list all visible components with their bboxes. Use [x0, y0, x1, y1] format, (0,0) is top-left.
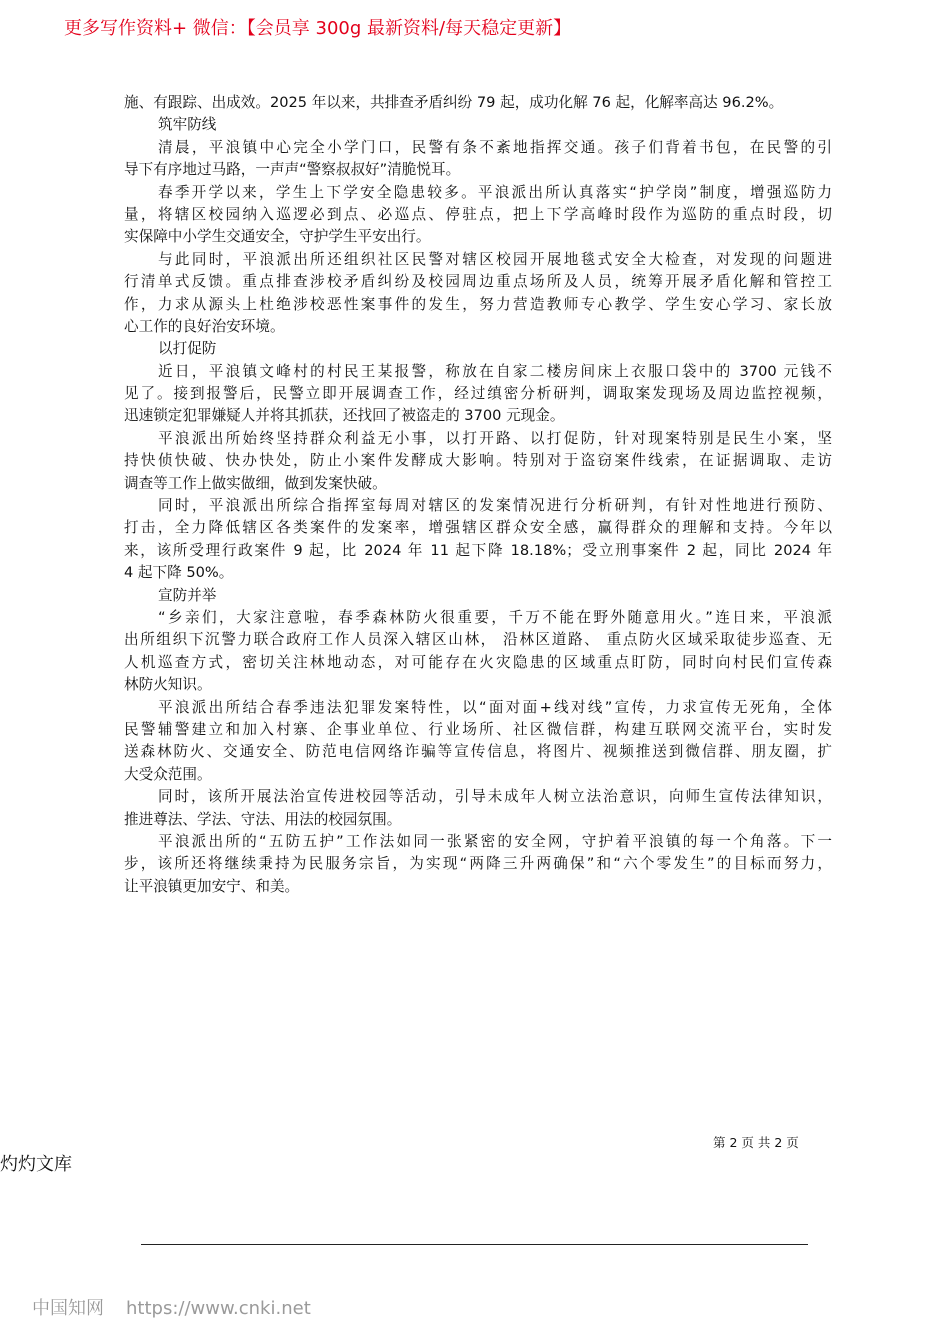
paragraph-line: “乡亲们，大家注意啦，春季森林防火很重要，千万不能在野外随意用火。”连日来，平浪派 [158, 608, 832, 626]
paragraph [124, 495, 832, 585]
paragraph-line: 施、有跟踪、出成效。2025 年以来，共排查矛盾纠纷 79 起，成功化解 76 起，化解率高达 96.2%。 [124, 94, 784, 111]
paragraph [124, 338, 832, 360]
paragraph-line: 春季开学以来，学生上下学安全隐患较多。平浪派出所认真落实“护学岗”制度，增强巡防力 [158, 183, 832, 201]
paragraph-line: 步，该所还将继续秉持为民服务宗旨，为实现“两降三升两确保”和“六个零发生”的目标而努力， [124, 855, 832, 873]
paragraph-line: 量，将辖区校园纳入巡逻必到点、必巡点、停驻点，把上下学高峰时段作为巡防的重点时段，切 [124, 205, 832, 223]
brand-label: 灼灼文库 [0, 1154, 72, 1175]
paragraph [124, 428, 832, 495]
paragraph-line: 持快侦快破、快办快处，防止小案件发酵成大影响。特别对于盗窃案件线索，在证据调取、走访 [124, 452, 832, 470]
paragraph-line: 宣防并举 [158, 586, 217, 604]
paragraph-line: 同时，平浪派出所综合指挥室每周对辖区的发案情况进行分析研判，有针对性地进行预防、 [158, 497, 832, 515]
paragraph-line: 作，力求从源头上杜绝涉校恶性案事件的发生，努力营造教师专心教学、学生安心学习、家长放 [124, 295, 832, 313]
promo-banner: 更多写作资料+ 微信：【会员享 300g 最新资料/每天稳定更新】 [64, 18, 572, 39]
paragraph-line: 导下有序地过马路，一声声“警察叔叔好”清脆悦耳。 [124, 161, 461, 179]
paragraph-line: 实保障中小学生交通安全，守护学生平安出行。 [124, 228, 431, 246]
paragraph [124, 361, 832, 428]
paragraph-line: 平浪派出所始终坚持群众利益无小事，以打开路、以打促防，针对现案特别是民生小案，坚 [158, 429, 832, 447]
paragraph-line: 平浪派出所的“五防五护”工作法如同一张紧密的安全网，守护着平浪镇的每一个角落。下一 [158, 832, 832, 850]
paragraph [124, 585, 832, 607]
cnki-watermark [32, 1294, 311, 1320]
paragraph-line: 与此同时，平浪派出所还组织社区民警对辖区校园开展地毯式安全大检查，对发现的问题进 [158, 250, 832, 268]
paragraph-line: 林防火知识。 [124, 676, 212, 694]
paragraph-line: 打击，全力降低辖区各类案件的发案率，增强辖区群众安全感，赢得群众的理解和支持。今年以 [124, 519, 832, 537]
paragraph-line: 4 起下降 50%。 [124, 564, 234, 582]
paragraph-line: 同时，该所开展法治宣传进校园等活动，引导未成年人树立法治意识，向师生宣传法律知识， [158, 788, 832, 806]
paragraph [124, 182, 832, 249]
paragraph [124, 137, 832, 182]
paragraph-line: 送森林防火、交通安全、防范电信网络诈骗等宣传信息，将图片、视频推送到微信群、朋友圈，扩 [124, 743, 832, 761]
paragraph [124, 786, 832, 831]
document-body [124, 92, 832, 898]
cnki-name: 中国知网 [32, 1298, 104, 1319]
paragraph-line: 心工作的良好治安环境。 [124, 317, 285, 335]
paragraph-line: 筑牢防线 [158, 116, 217, 134]
paragraph-line: 民警辅警建立和加入村寨、企事业单位、行业场所、社区微信群，构建互联网交流平台，实时发 [124, 720, 832, 738]
paragraph [124, 831, 832, 898]
paragraph-line: 近日，平浪镇文峰村的村民王某报警，称放在自家二楼房间床上衣服口袋中的 3700 元钱不 [158, 362, 832, 380]
paragraph-line: 人机巡查方式，密切关注林地动态，对可能存在火灾隐患的区域重点盯防，同时向村民们宣传森 [124, 653, 832, 671]
paragraph [124, 697, 832, 787]
paragraph [124, 114, 832, 136]
paragraph-line: 行清单式反馈。重点排查涉校矛盾纠纷及校园周边重点场所及人员，统筹开展矛盾化解和管控工 [124, 273, 832, 291]
footer-divider [141, 1244, 808, 1245]
paragraph-line: 平浪派出所结合春季违法犯罪发案特性，以“面对面+线对线”宣传，力求宣传无死角，全体 [158, 698, 832, 716]
paragraph [124, 607, 832, 697]
cnki-url[interactable]: https://www.cnki.net [126, 1298, 311, 1319]
paragraph [124, 249, 832, 339]
paragraph [124, 92, 832, 114]
paragraph-line: 推进尊法、学法、守法、用法的校园氛围。 [124, 810, 402, 828]
page-number: 第 2 页 共 2 页 [713, 1135, 799, 1150]
paragraph-line: 来，该所受理行政案件 9 起，比 2024 年 11 起下降 18.18%；受立刑事案件 2 起，同比 2024 年 [124, 541, 832, 559]
paragraph-line: 清晨，平浪镇中心完全小学门口，民警有条不紊地指挥交通。孩子们背着书包，在民警的引 [158, 138, 832, 156]
paragraph-line: 以打促防 [158, 340, 217, 358]
paragraph-line: 出所组织下沉警力联合政府工作人员深入辖区山林， 沿林区道路、 重点防火区域采取徒步巡查、无 [124, 631, 832, 649]
paragraph-line: 迅速锁定犯罪嫌疑人并将其抓获，还找回了被盗走的 3700 元现金。 [124, 407, 565, 425]
paragraph-line: 见了。接到报警后，民警立即开展调查工作，经过缜密分析研判，调取案发现场及周边监控视频， [124, 385, 832, 403]
paragraph-line: 调查等工作上做实做细，做到发案快破。 [124, 474, 387, 492]
paragraph-line: 大受众范围。 [124, 765, 212, 783]
paragraph-line: 让平浪镇更加安宁、和美。 [124, 877, 300, 895]
